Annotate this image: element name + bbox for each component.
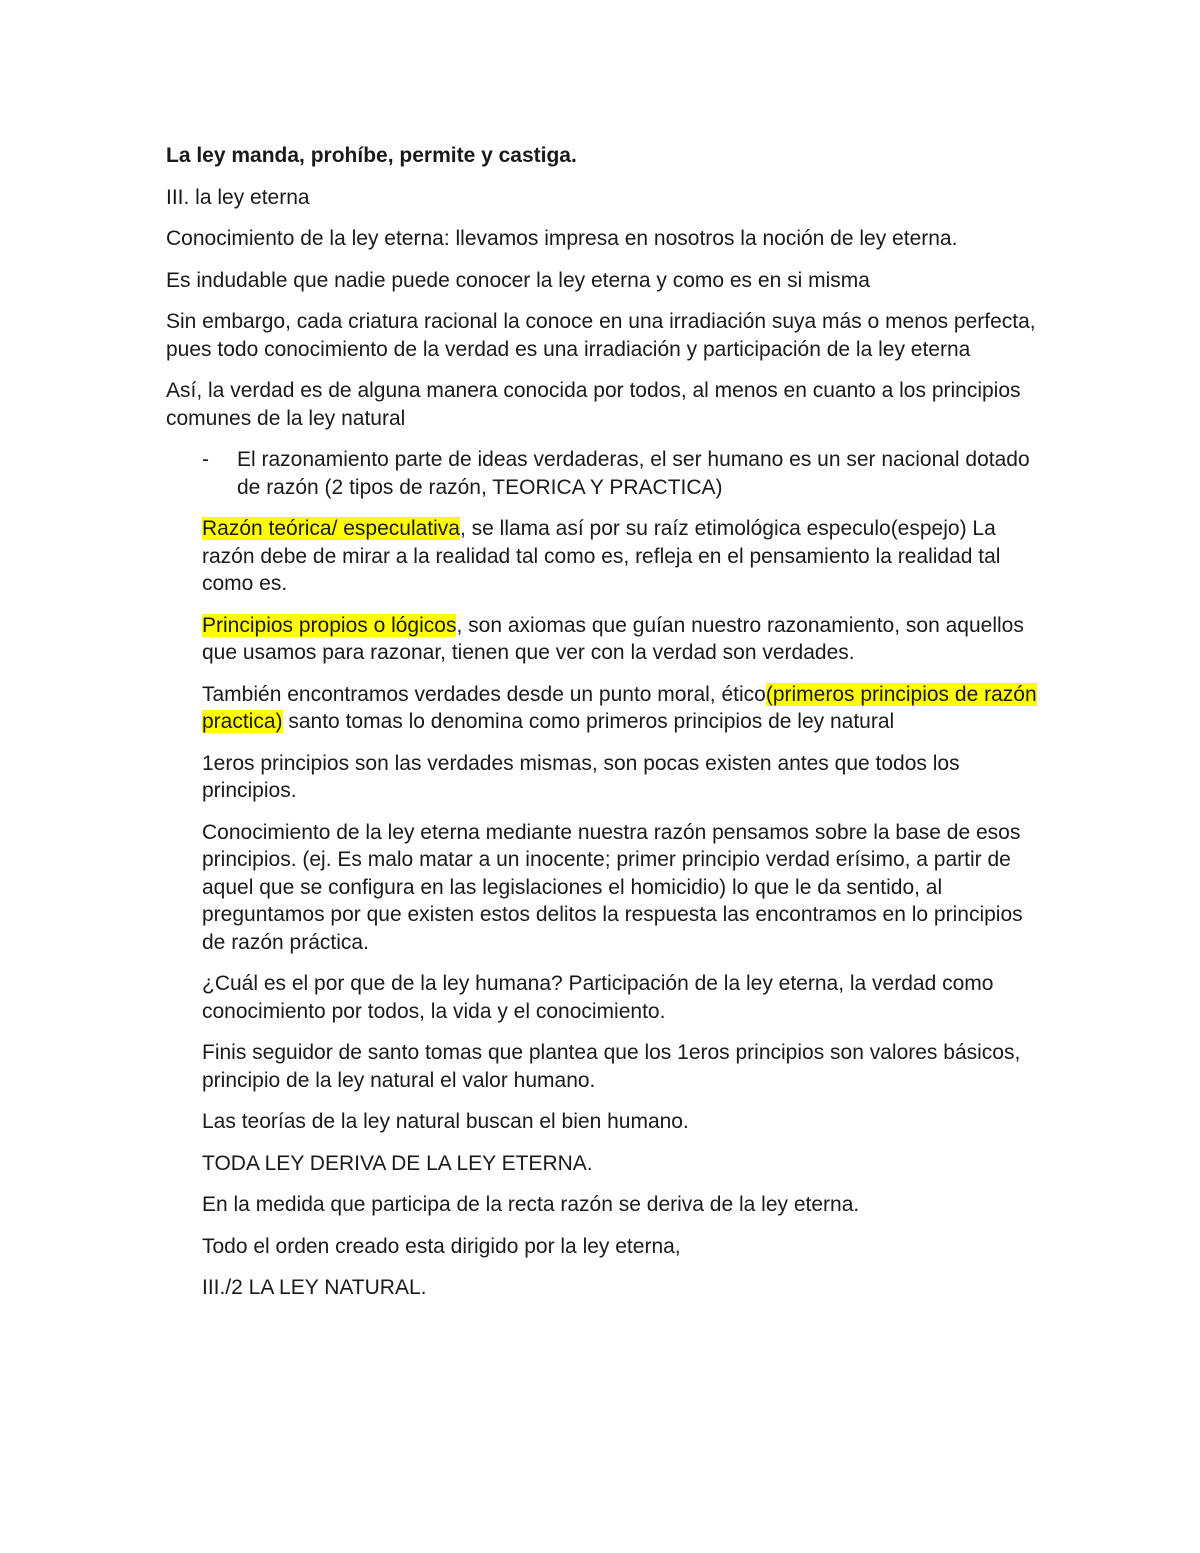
paragraph-toda-ley: TODA LEY DERIVA DE LA LEY ETERNA. (202, 1151, 593, 1175)
paragraph-text: , se llama así por su raíz etimológica especulo(espejo) La razón debe de mirar a la realidad tal como es, refleja en el pensamiento la realidad tal como es. (202, 517, 1001, 595)
highlight-razon-teorica: Razón teórica/ especulativa (202, 517, 460, 540)
paragraph-finis: Finis seguidor de santo tomas que plantea que los 1eros principios son valores básicos, principio de la ley natural el valor humano. (202, 1041, 1021, 1092)
paragraph-conocimiento: Conocimiento de la ley eterna: llevamos impresa en nosotros la noción de ley eterna. (166, 227, 958, 250)
document-title: La ley manda, prohíbe, permite y castiga. (166, 144, 577, 167)
paragraph-text: También encontramos verdades desde un punto moral, ético (202, 682, 766, 706)
paragraph-sin-embargo: Sin embargo, cada criatura racional la conoce en una irradiación suya más o menos perfecta, pues todo conocimiento de la verdad es una irradiación y participación de la ley eterna (166, 310, 1036, 361)
paragraph-1eros-principios: 1eros principios son las verdades mismas, son pocas existen antes que todos los principios. (202, 751, 960, 802)
paragraph-teorias: Las teorías de la ley natural buscan el bien humano. (202, 1110, 689, 1133)
paragraph-asi: Así, la verdad es de alguna manera conocida por todos, al menos en cuanto a los principios comunes de la ley natural (166, 379, 1021, 430)
paragraph-tambien (202, 681, 1046, 736)
paragraph-text: santo tomas lo denomina como primeros principios de ley natural (282, 710, 895, 733)
paragraph-indudable: Es indudable que nadie puede conocer la ley eterna y como es en si misma (166, 268, 870, 292)
paragraph-text: , son axiomas que guían nuestro razonamiento, son aquellos que usamos para razonar, tienen que ver con la verdad son verdades. (202, 613, 1024, 664)
section-heading-ley-eterna: III. la ley eterna (166, 185, 310, 209)
bullet-text: El razonamiento parte de ideas verdaderas, el ser humano es un ser nacional dotado de razón (2 tipos de razón, TEORICA Y PRACTICA) (237, 448, 1030, 499)
paragraph-orden-creado: Todo el orden creado esta dirigido por la ley eterna, (202, 1234, 681, 1258)
bullet-dash: - (202, 448, 209, 471)
bullet-item (202, 446, 1046, 501)
paragraph-ley-humana: ¿Cuál es el por que de la ley humana? Participación de la ley eterna, la verdad como conocimiento por todos, la vida y el conocimiento. (202, 972, 994, 1023)
paragraph-conocimiento-razon: Conocimiento de la ley eterna mediante nuestra razón pensamos sobre la base de esos principios. (ej. Es malo matar a un inocente; primer principio verdad erísimo, a partir de aquel que se configura en las legislaciones el homicidio) lo que le da sentido, al preguntamos por que existen estos delitos la respuesta las encontramos en lo principios de razón práctica. (202, 820, 1023, 954)
document-page (166, 142, 1046, 1316)
paragraph-recta-razon: En la medida que participa de la recta razón se deriva de la ley eterna. (202, 1193, 860, 1216)
highlight-principios-propios: Principios propios o lógicos (202, 613, 457, 637)
section-heading-ley-natural: III./2 LA LEY NATURAL. (202, 1276, 427, 1299)
paragraph-razon-teorica (202, 515, 1046, 598)
paragraph-principios-propios (202, 612, 1046, 667)
highlight-primeros-principios: (primeros principios de razón practica) (202, 682, 1037, 733)
